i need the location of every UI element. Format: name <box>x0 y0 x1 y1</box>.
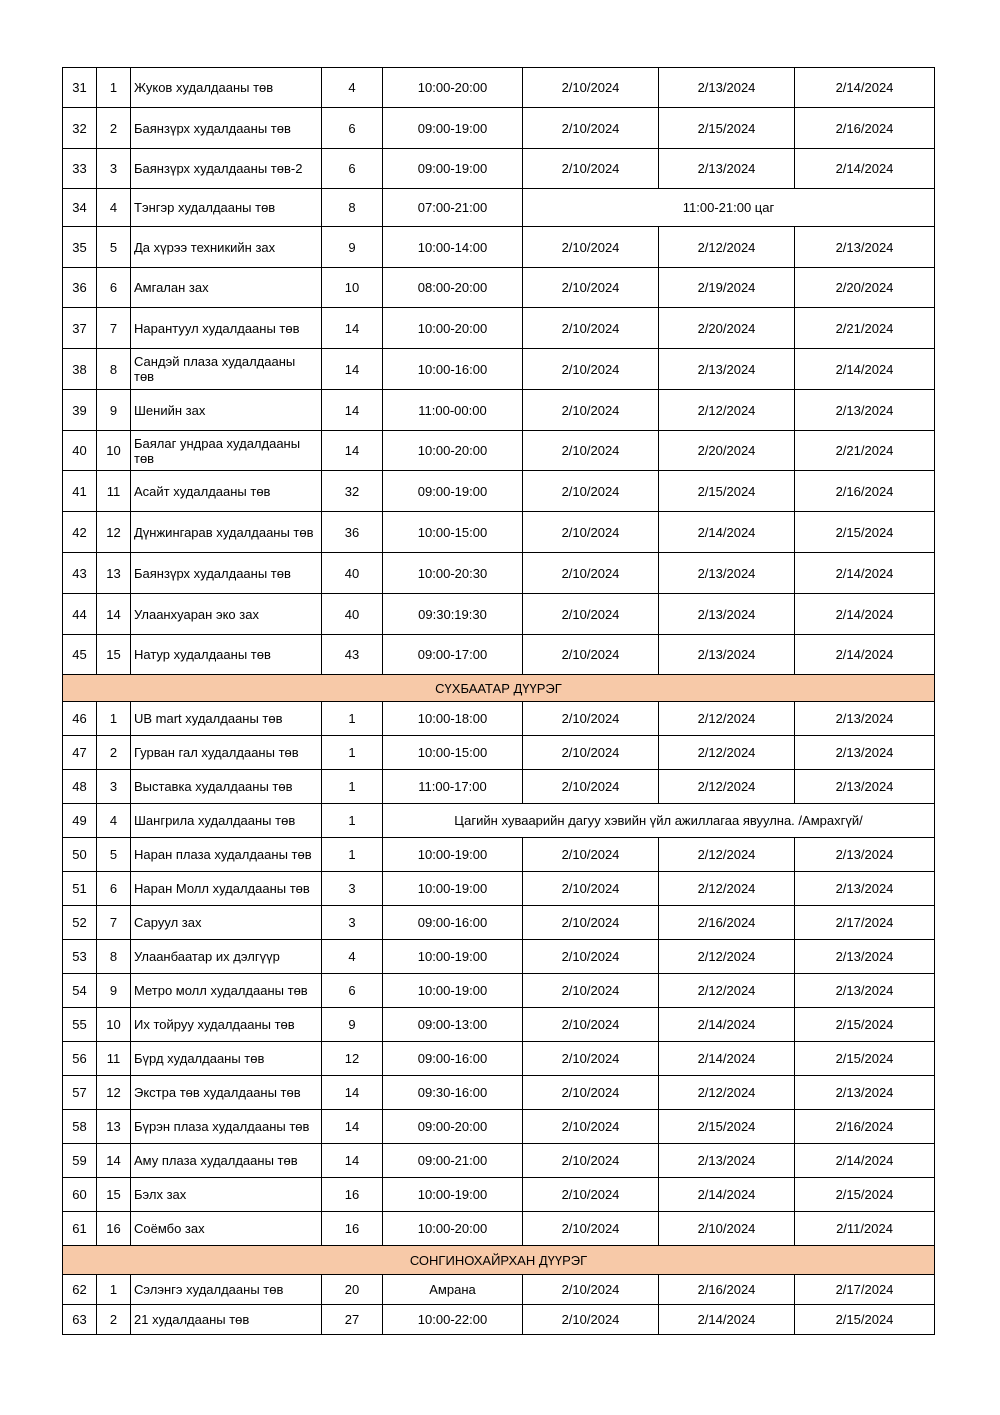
date-2: 2/14/2024 <box>659 1178 795 1212</box>
row-number: 33 <box>63 149 97 189</box>
date-3: 2/14/2024 <box>795 349 935 390</box>
schedule-body <box>63 68 935 1335</box>
market-name: Тэнгэр худалдааны төв <box>131 189 322 227</box>
table-row <box>63 1275 935 1305</box>
market-name: Их тойруу худалдааны төв <box>131 1008 322 1042</box>
district-header-row <box>63 675 935 702</box>
date-3: 2/14/2024 <box>795 553 935 594</box>
table-row <box>63 189 935 227</box>
table-row <box>63 594 935 635</box>
date-2: 2/12/2024 <box>659 838 795 872</box>
opening-hours: 10:00-16:00 <box>383 349 523 390</box>
date-3: 2/14/2024 <box>795 149 935 189</box>
date-3: 2/14/2024 <box>795 594 935 635</box>
row-sub-number: 13 <box>97 553 131 594</box>
date-1: 2/10/2024 <box>523 1305 659 1335</box>
market-name: Баялаг ундраа худалдааны төв <box>131 431 322 471</box>
market-name: Бэлх зах <box>131 1178 322 1212</box>
row-sub-number: 8 <box>97 940 131 974</box>
opening-hours: 10:00-19:00 <box>383 838 523 872</box>
opening-hours: 10:00-19:00 <box>383 1178 523 1212</box>
date-2: 2/16/2024 <box>659 906 795 940</box>
opening-hours: 09:00-19:00 <box>383 149 523 189</box>
date-3: 2/13/2024 <box>795 838 935 872</box>
row-number: 52 <box>63 906 97 940</box>
row-number: 44 <box>63 594 97 635</box>
row-number: 48 <box>63 770 97 804</box>
date-2: 2/12/2024 <box>659 1076 795 1110</box>
table-row <box>63 149 935 189</box>
market-name: Нарантуул худалдааны төв <box>131 308 322 349</box>
table-row <box>63 108 935 149</box>
row-sub-number: 3 <box>97 770 131 804</box>
market-name: Амгалан зах <box>131 268 322 308</box>
market-name: UB mart худалдааны төв <box>131 702 322 736</box>
date-2: 2/13/2024 <box>659 149 795 189</box>
row-sub-number: 6 <box>97 268 131 308</box>
date-2: 2/14/2024 <box>659 1305 795 1335</box>
opening-hours: 10:00-20:00 <box>383 308 523 349</box>
date-1: 2/10/2024 <box>523 770 659 804</box>
row-sub-number: 1 <box>97 1275 131 1305</box>
market-name: Бүрэн плаза худалдааны төв <box>131 1110 322 1144</box>
date-2: 2/15/2024 <box>659 1110 795 1144</box>
khoroo-number: 14 <box>322 349 383 390</box>
date-1: 2/10/2024 <box>523 736 659 770</box>
row-sub-number: 2 <box>97 108 131 149</box>
date-2: 2/13/2024 <box>659 1144 795 1178</box>
date-1: 2/10/2024 <box>523 390 659 431</box>
row-number: 59 <box>63 1144 97 1178</box>
market-name: Бүрд худалдааны төв <box>131 1042 322 1076</box>
table-row <box>63 736 935 770</box>
date-1: 2/10/2024 <box>523 68 659 108</box>
table-row <box>63 512 935 553</box>
table-row <box>63 349 935 390</box>
market-name: Выставка худалдааны төв <box>131 770 322 804</box>
opening-hours: 09:30:19:30 <box>383 594 523 635</box>
date-2: 2/12/2024 <box>659 702 795 736</box>
date-1: 2/10/2024 <box>523 268 659 308</box>
market-name: Шангрила худалдааны төв <box>131 804 322 838</box>
khoroo-number: 20 <box>322 1275 383 1305</box>
date-3: 2/16/2024 <box>795 108 935 149</box>
market-name: Соёмбо зах <box>131 1212 322 1246</box>
row-number: 35 <box>63 227 97 268</box>
opening-hours: 10:00-22:00 <box>383 1305 523 1335</box>
date-3: 2/13/2024 <box>795 227 935 268</box>
date-1: 2/10/2024 <box>523 108 659 149</box>
row-sub-number: 11 <box>97 1042 131 1076</box>
khoroo-number: 4 <box>322 940 383 974</box>
table-row <box>63 1212 935 1246</box>
date-1: 2/10/2024 <box>523 635 659 675</box>
row-sub-number: 7 <box>97 906 131 940</box>
date-2: 2/13/2024 <box>659 635 795 675</box>
date-1: 2/10/2024 <box>523 431 659 471</box>
table-row <box>63 390 935 431</box>
date-2: 2/12/2024 <box>659 872 795 906</box>
opening-hours: 10:00-20:00 <box>383 431 523 471</box>
date-2: 2/12/2024 <box>659 940 795 974</box>
date-3: 2/15/2024 <box>795 1305 935 1335</box>
row-sub-number: 1 <box>97 68 131 108</box>
row-number: 60 <box>63 1178 97 1212</box>
row-number: 54 <box>63 974 97 1008</box>
district-title: СҮХБААТАР ДҮҮРЭГ <box>63 675 935 702</box>
row-number: 32 <box>63 108 97 149</box>
opening-hours: 10:00-19:00 <box>383 872 523 906</box>
table-row <box>63 268 935 308</box>
date-3: 2/14/2024 <box>795 1144 935 1178</box>
district-title: СОНГИНОХАЙРХАН ДҮҮРЭГ <box>63 1246 935 1275</box>
row-sub-number: 5 <box>97 227 131 268</box>
khoroo-number: 3 <box>322 872 383 906</box>
table-row <box>63 471 935 512</box>
date-3: 2/15/2024 <box>795 512 935 553</box>
date-1: 2/10/2024 <box>523 1042 659 1076</box>
khoroo-number: 1 <box>322 736 383 770</box>
date-3: 2/15/2024 <box>795 1042 935 1076</box>
date-3: 2/20/2024 <box>795 268 935 308</box>
row-sub-number: 12 <box>97 1076 131 1110</box>
opening-hours: 09:00-19:00 <box>383 108 523 149</box>
market-name: Баянзүрх худалдааны төв <box>131 108 322 149</box>
date-1: 2/10/2024 <box>523 1008 659 1042</box>
row-sub-number: 6 <box>97 872 131 906</box>
khoroo-number: 36 <box>322 512 383 553</box>
date-2: 2/15/2024 <box>659 108 795 149</box>
date-2: 2/14/2024 <box>659 1042 795 1076</box>
row-sub-number: 14 <box>97 594 131 635</box>
date-3: 2/14/2024 <box>795 68 935 108</box>
date-2: 2/12/2024 <box>659 390 795 431</box>
khoroo-number: 27 <box>322 1305 383 1335</box>
opening-hours: 10:00-20:00 <box>383 1212 523 1246</box>
khoroo-number: 8 <box>322 189 383 227</box>
date-1: 2/10/2024 <box>523 872 659 906</box>
date-2: 2/19/2024 <box>659 268 795 308</box>
market-name: Сэлэнгэ худалдааны төв <box>131 1275 322 1305</box>
khoroo-number: 14 <box>322 1144 383 1178</box>
row-number: 45 <box>63 635 97 675</box>
market-name: Наран плаза худалдааны төв <box>131 838 322 872</box>
khoroo-number: 6 <box>322 149 383 189</box>
date-3: 2/15/2024 <box>795 1178 935 1212</box>
row-sub-number: 4 <box>97 804 131 838</box>
row-number: 41 <box>63 471 97 512</box>
table-row <box>63 1305 935 1335</box>
market-name: Баянзүрх худалдааны төв-2 <box>131 149 322 189</box>
opening-hours: 09:00-16:00 <box>383 906 523 940</box>
khoroo-number: 1 <box>322 838 383 872</box>
date-2: 2/12/2024 <box>659 974 795 1008</box>
khoroo-number: 9 <box>322 1008 383 1042</box>
opening-hours: 09:30-16:00 <box>383 1076 523 1110</box>
row-number: 31 <box>63 68 97 108</box>
date-2: 2/20/2024 <box>659 431 795 471</box>
table-row <box>63 974 935 1008</box>
table-row <box>63 1042 935 1076</box>
date-1: 2/10/2024 <box>523 1212 659 1246</box>
market-name: Дүнжингарав худалдааны төв <box>131 512 322 553</box>
khoroo-number: 1 <box>322 770 383 804</box>
schedule-table <box>62 67 935 1335</box>
date-1: 2/10/2024 <box>523 906 659 940</box>
date-3: 2/17/2024 <box>795 1275 935 1305</box>
khoroo-number: 14 <box>322 1110 383 1144</box>
table-row <box>63 906 935 940</box>
opening-hours: 10:00-18:00 <box>383 702 523 736</box>
table-row <box>63 227 935 268</box>
date-2: 2/12/2024 <box>659 770 795 804</box>
table-row <box>63 1110 935 1144</box>
row-number: 51 <box>63 872 97 906</box>
date-2: 2/13/2024 <box>659 68 795 108</box>
table-row <box>63 804 935 838</box>
opening-hours: 10:00-20:30 <box>383 553 523 594</box>
date-2: 2/10/2024 <box>659 1212 795 1246</box>
date-2: 2/12/2024 <box>659 736 795 770</box>
row-number: 43 <box>63 553 97 594</box>
market-name: Натур худалдааны төв <box>131 635 322 675</box>
table-row <box>63 635 935 675</box>
date-1: 2/10/2024 <box>523 838 659 872</box>
khoroo-number: 6 <box>322 108 383 149</box>
market-name: Метро молл худалдааны төв <box>131 974 322 1008</box>
row-number: 50 <box>63 838 97 872</box>
opening-hours: Амрана <box>383 1275 523 1305</box>
row-number: 34 <box>63 189 97 227</box>
table-row <box>63 1144 935 1178</box>
table-row <box>63 68 935 108</box>
date-2: 2/12/2024 <box>659 227 795 268</box>
date-1: 2/10/2024 <box>523 1076 659 1110</box>
schedule-note: Цагийн хуваарийн дагуу хэвийн үйл ажиллагаа явуулна. /Амрахгүй/ <box>383 804 935 838</box>
date-3: 2/17/2024 <box>795 906 935 940</box>
date-3: 2/11/2024 <box>795 1212 935 1246</box>
row-number: 49 <box>63 804 97 838</box>
market-name: Аму плаза худалдааны төв <box>131 1144 322 1178</box>
row-sub-number: 15 <box>97 1178 131 1212</box>
row-sub-number: 14 <box>97 1144 131 1178</box>
khoroo-number: 3 <box>322 906 383 940</box>
table-row <box>63 838 935 872</box>
date-1: 2/10/2024 <box>523 512 659 553</box>
khoroo-number: 14 <box>322 390 383 431</box>
row-sub-number: 7 <box>97 308 131 349</box>
khoroo-number: 40 <box>322 594 383 635</box>
khoroo-number: 43 <box>322 635 383 675</box>
row-sub-number: 11 <box>97 471 131 512</box>
row-number: 37 <box>63 308 97 349</box>
table-row <box>63 1008 935 1042</box>
market-name: Улаанхуаран эко зах <box>131 594 322 635</box>
row-sub-number: 9 <box>97 974 131 1008</box>
opening-hours: 11:00-17:00 <box>383 770 523 804</box>
table-row <box>63 940 935 974</box>
date-2: 2/20/2024 <box>659 308 795 349</box>
date-1: 2/10/2024 <box>523 1110 659 1144</box>
khoroo-number: 14 <box>322 1076 383 1110</box>
row-number: 40 <box>63 431 97 471</box>
khoroo-number: 1 <box>322 804 383 838</box>
date-2: 2/13/2024 <box>659 349 795 390</box>
row-sub-number: 10 <box>97 431 131 471</box>
table-row <box>63 308 935 349</box>
row-sub-number: 2 <box>97 1305 131 1335</box>
date-3: 2/13/2024 <box>795 770 935 804</box>
row-number: 36 <box>63 268 97 308</box>
khoroo-number: 10 <box>322 268 383 308</box>
date-2: 2/14/2024 <box>659 512 795 553</box>
district-header-row <box>63 1246 935 1275</box>
date-3: 2/13/2024 <box>795 940 935 974</box>
date-1: 2/10/2024 <box>523 471 659 512</box>
schedule-note: 11:00-21:00 цаг <box>523 189 935 227</box>
table-row <box>63 431 935 471</box>
row-sub-number: 12 <box>97 512 131 553</box>
opening-hours: 10:00-15:00 <box>383 512 523 553</box>
opening-hours: 09:00-20:00 <box>383 1110 523 1144</box>
table-row <box>63 872 935 906</box>
row-number: 61 <box>63 1212 97 1246</box>
row-number: 46 <box>63 702 97 736</box>
row-number: 53 <box>63 940 97 974</box>
date-3: 2/13/2024 <box>795 974 935 1008</box>
row-sub-number: 16 <box>97 1212 131 1246</box>
table-row <box>63 702 935 736</box>
opening-hours: 09:00-13:00 <box>383 1008 523 1042</box>
date-1: 2/10/2024 <box>523 1178 659 1212</box>
date-1: 2/10/2024 <box>523 227 659 268</box>
row-number: 63 <box>63 1305 97 1335</box>
khoroo-number: 9 <box>322 227 383 268</box>
date-1: 2/10/2024 <box>523 594 659 635</box>
date-3: 2/13/2024 <box>795 736 935 770</box>
date-1: 2/10/2024 <box>523 940 659 974</box>
row-sub-number: 10 <box>97 1008 131 1042</box>
row-number: 56 <box>63 1042 97 1076</box>
date-2: 2/13/2024 <box>659 553 795 594</box>
row-number: 39 <box>63 390 97 431</box>
market-name: Да хүрээ техникийн зах <box>131 227 322 268</box>
row-number: 55 <box>63 1008 97 1042</box>
date-3: 2/14/2024 <box>795 635 935 675</box>
table-row <box>63 770 935 804</box>
opening-hours: 11:00-00:00 <box>383 390 523 431</box>
row-sub-number: 8 <box>97 349 131 390</box>
opening-hours: 09:00-21:00 <box>383 1144 523 1178</box>
date-3: 2/16/2024 <box>795 1110 935 1144</box>
opening-hours: 09:00-16:00 <box>383 1042 523 1076</box>
row-number: 47 <box>63 736 97 770</box>
row-number: 42 <box>63 512 97 553</box>
date-2: 2/13/2024 <box>659 594 795 635</box>
market-name: Жуков худалдааны төв <box>131 68 322 108</box>
khoroo-number: 16 <box>322 1178 383 1212</box>
row-number: 58 <box>63 1110 97 1144</box>
date-2: 2/14/2024 <box>659 1008 795 1042</box>
khoroo-number: 40 <box>322 553 383 594</box>
date-2: 2/15/2024 <box>659 471 795 512</box>
row-number: 57 <box>63 1076 97 1110</box>
date-1: 2/10/2024 <box>523 1144 659 1178</box>
market-name: Гурван гал худалдааны төв <box>131 736 322 770</box>
opening-hours: 10:00-14:00 <box>383 227 523 268</box>
row-sub-number: 2 <box>97 736 131 770</box>
date-3: 2/21/2024 <box>795 431 935 471</box>
opening-hours: 10:00-15:00 <box>383 736 523 770</box>
khoroo-number: 1 <box>322 702 383 736</box>
table-row <box>63 553 935 594</box>
row-sub-number: 5 <box>97 838 131 872</box>
date-3: 2/13/2024 <box>795 390 935 431</box>
khoroo-number: 32 <box>322 471 383 512</box>
opening-hours: 09:00-17:00 <box>383 635 523 675</box>
date-1: 2/10/2024 <box>523 553 659 594</box>
date-1: 2/10/2024 <box>523 149 659 189</box>
opening-hours: 10:00-20:00 <box>383 68 523 108</box>
date-2: 2/16/2024 <box>659 1275 795 1305</box>
khoroo-number: 14 <box>322 308 383 349</box>
market-name: Баянзүрх худалдааны төв <box>131 553 322 594</box>
opening-hours: 10:00-19:00 <box>383 974 523 1008</box>
date-3: 2/13/2024 <box>795 702 935 736</box>
row-number: 62 <box>63 1275 97 1305</box>
khoroo-number: 12 <box>322 1042 383 1076</box>
row-sub-number: 15 <box>97 635 131 675</box>
row-sub-number: 13 <box>97 1110 131 1144</box>
date-1: 2/10/2024 <box>523 974 659 1008</box>
khoroo-number: 14 <box>322 431 383 471</box>
opening-hours: 07:00-21:00 <box>383 189 523 227</box>
opening-hours: 09:00-19:00 <box>383 471 523 512</box>
date-3: 2/16/2024 <box>795 471 935 512</box>
row-number: 38 <box>63 349 97 390</box>
date-3: 2/21/2024 <box>795 308 935 349</box>
row-sub-number: 3 <box>97 149 131 189</box>
market-name: Асайт худалдааны төв <box>131 471 322 512</box>
date-3: 2/15/2024 <box>795 1008 935 1042</box>
market-name: Шенийн зах <box>131 390 322 431</box>
row-sub-number: 1 <box>97 702 131 736</box>
date-3: 2/13/2024 <box>795 872 935 906</box>
opening-hours: 10:00-19:00 <box>383 940 523 974</box>
table-row <box>63 1178 935 1212</box>
khoroo-number: 6 <box>322 974 383 1008</box>
market-name: Экстра төв худалдааны төв <box>131 1076 322 1110</box>
date-1: 2/10/2024 <box>523 702 659 736</box>
date-1: 2/10/2024 <box>523 1275 659 1305</box>
market-name: Саруул зах <box>131 906 322 940</box>
khoroo-number: 16 <box>322 1212 383 1246</box>
row-sub-number: 9 <box>97 390 131 431</box>
market-name: Сандэй плаза худалдааны төв <box>131 349 322 390</box>
row-sub-number: 4 <box>97 189 131 227</box>
date-3: 2/13/2024 <box>795 1076 935 1110</box>
market-name: Наран Молл худалдааны төв <box>131 872 322 906</box>
table-row <box>63 1076 935 1110</box>
date-1: 2/10/2024 <box>523 349 659 390</box>
opening-hours: 08:00-20:00 <box>383 268 523 308</box>
market-name: 21 худалдааны төв <box>131 1305 322 1335</box>
date-1: 2/10/2024 <box>523 308 659 349</box>
market-name: Улаанбаатар их дэлгүүр <box>131 940 322 974</box>
khoroo-number: 4 <box>322 68 383 108</box>
